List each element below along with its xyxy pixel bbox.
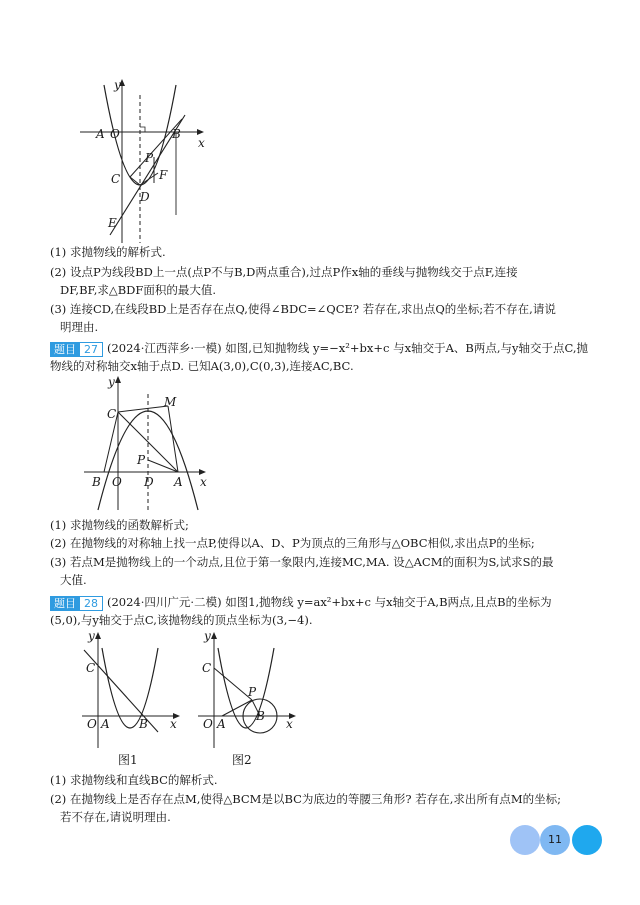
fig26-label-F: F [159,168,168,182]
fig26-label-B: B [172,127,181,141]
fig1-label-C: C [86,661,96,675]
fig1-caption: 图1 [118,753,138,767]
problem-28-number: 28 [79,596,103,611]
p27-stem-text: (2024·江西萍乡·一模) 如图,已知抛物线 y=−x²+bx+c 与x轴交于A、B两点,与y轴交于点C,抛 [107,341,589,355]
fig2-label-B: B [256,709,265,723]
fig27-label-A: A [174,475,183,489]
problem-27-number: 27 [79,342,103,357]
p26-q2-line1: (2) 设点P为线段BD上一点(点P不与B,D两点重合),过点P作x轴的垂线与抛物线交于点F,连接 [50,265,518,279]
p28-q2-line2: 若不存在,请说明理由. [60,810,171,824]
fig1-label-O: O [87,717,97,731]
fig2-label-A: A [217,717,226,731]
p27-stem-line1 [50,340,598,357]
fig2-label-y: y [204,629,211,643]
fig26-label-D: D [140,190,150,204]
fig27-label-O: O [112,475,122,489]
fig26-label-E: E [108,216,117,230]
p27-stem-line2: 物线的对称轴交x轴于点D. 已知A(3,0),C(0,3),连接AC,BC. [50,359,354,373]
p28-q2-line1: (2) 在抛物线上是否存在点M,使得△BCM是以BC为底边的等腰三角形? 若存在,求出所有点M的坐标; [50,792,562,806]
p27-q3-line1: (3) 若点M是抛物线上的一个动点,且位于第一象限内,连接MC,MA. 设△ACM的面积为S,试求S的最 [50,555,554,569]
p26-q1: (1) 求抛物线的解析式. [50,245,166,259]
fig2-caption: 图2 [232,753,252,767]
fig27-label-P: P [137,453,146,467]
fig26-label-C: C [111,172,121,186]
fig27-label-y: y [108,375,115,389]
fig1-label-A: A [101,717,110,731]
p28-stem-line2: (5,0),与y轴交于点C,该抛物线的顶点坐标为(3,−4). [50,613,313,627]
page-number-badge [510,824,605,856]
p28-stem-text: (2024·四川广元·二模) 如图1,抛物线 y=ax²+bx+c 与x轴交于A,B两点,且点B的坐标为 [107,595,552,609]
page-number: 11 [548,833,562,846]
fig27-label-C: C [107,407,117,421]
fig1-label-y: y [88,629,95,643]
fig1-label-x: x [170,717,177,731]
problem-27-tag: 题目 [50,342,80,357]
fig27-label-x: x [200,475,207,489]
fig27-label-D: D [144,475,154,489]
fig2-label-O: O [203,717,213,731]
fig26-label-A: A [96,127,105,141]
p26-q3-line1: (3) 连接CD,在线段BD上是否存在点Q,使得∠BDC=∠QCE? 若存在,求出点Q的坐标;若不存在,请说 [50,302,556,316]
p27-q1: (1) 求抛物线的函数解析式; [50,518,189,532]
figure-problem-28-fig1 [80,628,190,750]
fig26-label-y: y [114,78,121,92]
figure-problem-27 [82,374,212,514]
fig26-label-O: O [110,127,120,141]
p27-q3-line2: 大值. [60,573,87,587]
deco-circle-left [510,825,540,855]
fig26-label-P: P [145,151,154,165]
fig27-label-M: M [164,395,177,409]
p26-q2-line2: DF,BF,求△BDF面积的最大值. [60,283,217,297]
p27-q2: (2) 在抛物线的对称轴上找一点P,使得以A、D、P为顶点的三角形与△OBC相似,求出点P的坐标; [50,536,535,550]
problem-28-tag: 题目 [50,596,80,611]
fig2-label-x: x [286,717,293,731]
fig27-label-B: B [92,475,101,489]
fig2-label-C: C [202,661,212,675]
deco-circle-right [572,825,602,855]
p26-q3-line2: 明理由. [60,320,99,334]
fig2-label-P: P [248,685,257,699]
fig1-label-B: B [139,717,148,731]
p28-stem-line1 [50,594,598,611]
figure-problem-26 [78,75,218,245]
p28-q1: (1) 求抛物线和直线BC的解析式. [50,773,218,787]
fig26-label-x: x [198,136,205,150]
figure-problem-28-fig2 [196,628,306,750]
